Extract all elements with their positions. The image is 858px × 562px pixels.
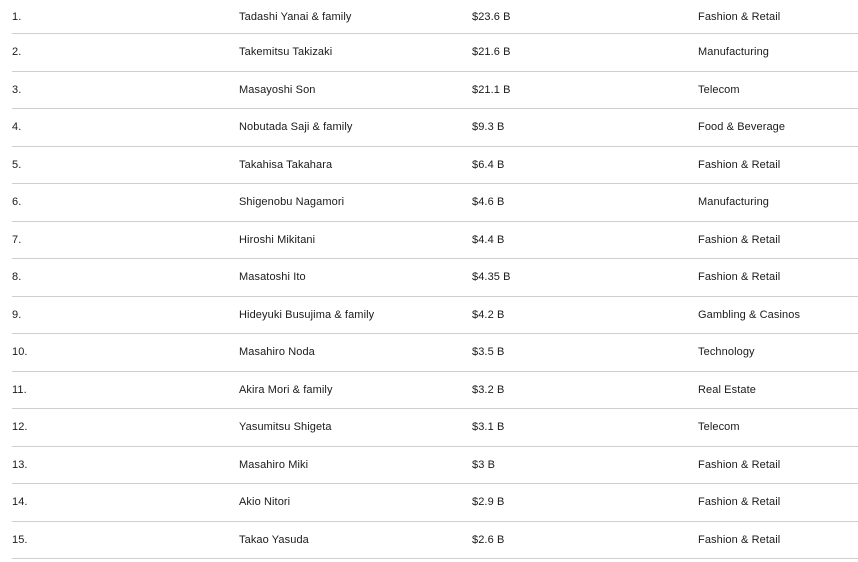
industry-cell: Telecom [698,83,740,96]
rank-cell: 15. [12,533,28,546]
rank-cell: 3. [12,83,22,96]
rank-cell: 6. [12,196,22,209]
rank-cell: 14. [12,496,28,509]
table-row [12,334,858,372]
name-cell: Masahiro Miki [239,458,309,471]
name-cell: Takemitsu Takizaki [239,46,333,59]
net-worth-cell: $23.6 B [472,10,511,23]
rank-cell: 13. [12,458,28,471]
net-worth-cell: $3.2 B [472,383,505,396]
industry-cell: Real Estate [698,383,756,396]
industry-cell: Fashion & Retail [698,496,781,509]
name-cell: Hideyuki Busujima & family [239,308,375,321]
name-cell: Shigenobu Nagamori [239,196,345,209]
table-row [12,184,858,222]
rank-cell: 7. [12,233,22,246]
table-row [12,222,858,260]
table-row [12,147,858,185]
rank-cell: 1. [12,10,22,23]
name-cell: Akio Nitori [239,496,291,509]
table-row [12,409,858,447]
table-row [12,0,858,34]
industry-cell: Manufacturing [698,196,770,209]
table-row [12,484,858,522]
industry-cell: Technology [698,346,755,359]
industry-cell: Fashion & Retail [698,158,781,171]
name-cell: Masatoshi Ito [239,271,306,284]
net-worth-cell: $21.1 B [472,83,511,96]
net-worth-cell: $9.3 B [472,121,505,134]
name-cell: Nobutada Saji & family [239,121,353,134]
rank-cell: 2. [12,46,22,59]
name-cell: Takahisa Takahara [239,158,333,171]
net-worth-cell: $2.9 B [472,496,505,509]
rank-cell: 12. [12,421,28,434]
rank-cell: 4. [12,121,22,134]
table-row [12,259,858,297]
table-row [12,34,858,72]
net-worth-cell: $3 B [472,458,496,471]
rank-cell: 11. [12,383,27,396]
table-row [12,109,858,147]
table-row [12,72,858,110]
name-cell: Yasumitsu Shigeta [239,421,332,434]
name-cell: Hiroshi Mikitani [239,233,316,246]
rank-cell: 10. [12,346,28,359]
table-row [12,297,858,335]
name-cell: Akira Mori & family [239,383,333,396]
industry-cell: Food & Beverage [698,121,786,134]
industry-cell: Fashion & Retail [698,10,781,23]
net-worth-cell: $4.6 B [472,196,505,209]
table-row [12,372,858,410]
name-cell: Masayoshi Son [239,83,316,96]
table-row [12,447,858,485]
rank-cell: 9. [12,308,22,321]
net-worth-cell: $3.5 B [472,346,505,359]
net-worth-cell: $21.6 B [472,46,511,59]
net-worth-cell: $6.4 B [472,158,505,171]
name-cell: Tadashi Yanai & family [239,10,352,23]
rank-cell: 8. [12,271,22,284]
table-row [12,522,858,560]
industry-cell: Telecom [698,421,740,434]
industry-cell: Fashion & Retail [698,533,781,546]
name-cell: Masahiro Noda [239,346,315,359]
net-worth-cell: $4.4 B [472,233,505,246]
industry-cell: Fashion & Retail [698,458,781,471]
industry-cell: Gambling & Casinos [698,308,801,321]
industry-cell: Manufacturing [698,46,770,59]
net-worth-cell: $2.6 B [472,533,505,546]
rank-cell: 5. [12,158,22,171]
net-worth-cell: $3.1 B [472,421,505,434]
industry-cell: Fashion & Retail [698,233,781,246]
net-worth-cell: $4.2 B [472,308,505,321]
industry-cell: Fashion & Retail [698,271,781,284]
net-worth-cell: $4.35 B [472,271,511,284]
name-cell: Takao Yasuda [239,533,309,546]
